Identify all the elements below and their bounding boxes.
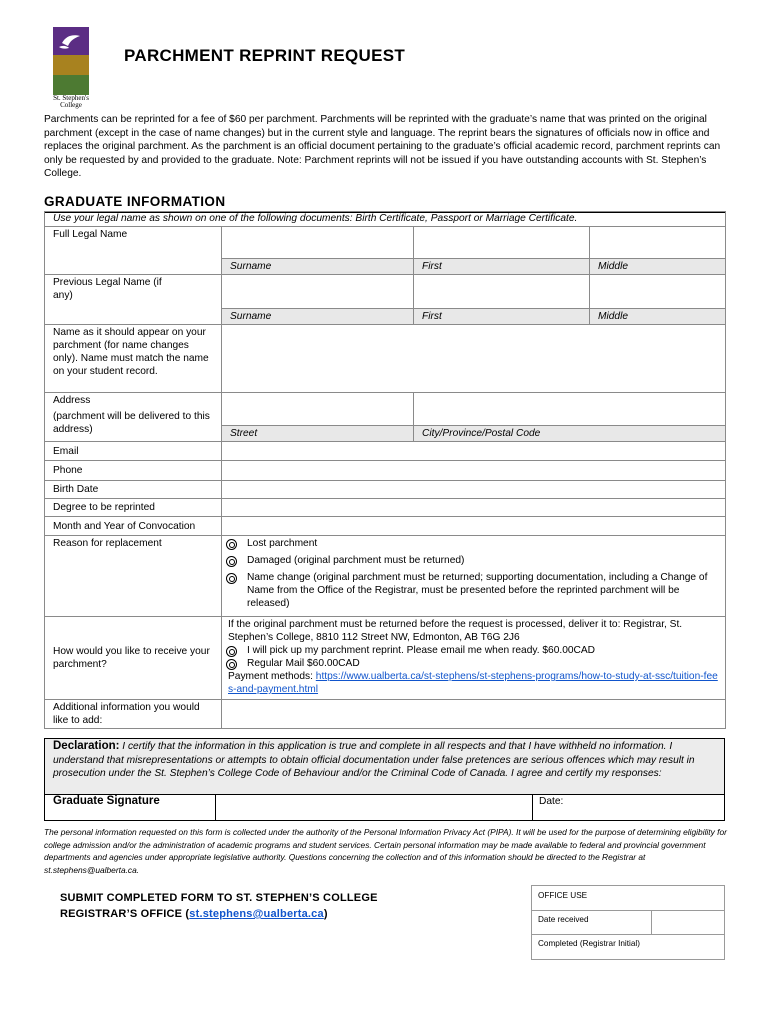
date-field[interactable] bbox=[570, 794, 724, 820]
previous-middle-caption: Middle bbox=[590, 309, 726, 325]
logo-wordmark: St. Stephen's College bbox=[53, 94, 89, 109]
previous-surname-field[interactable] bbox=[222, 275, 414, 309]
delivery-options bbox=[222, 617, 726, 700]
form-instructions: Use your legal name as shown on one of the following documents: Birth Certificate, Passport or Marriage Certificate. bbox=[45, 212, 726, 227]
date-label: Date: bbox=[539, 796, 564, 807]
address-label bbox=[45, 393, 222, 442]
middle-caption: Middle bbox=[590, 259, 726, 275]
office-use-heading: OFFICE USE bbox=[538, 891, 588, 900]
payment-methods: Payment methods: https://www.ualberta.ca/st-stephens/st-stephens-programs/how-to-study-at-ssc/tuition-fees-and-payment.html bbox=[228, 671, 718, 695]
radio-icon[interactable] bbox=[226, 539, 237, 550]
delivery-label: How would you like to receive your parchment? bbox=[45, 617, 222, 700]
phone-label: Phone bbox=[45, 461, 222, 481]
reason-options bbox=[222, 536, 726, 617]
reason-option-lost[interactable]: Lost parchment bbox=[225, 537, 721, 550]
address-note: (parchment will be delivered to this address) bbox=[53, 411, 210, 435]
previous-first-name-field[interactable] bbox=[414, 275, 590, 309]
reason-option-name-change[interactable]: Name change (original parchment must be returned; supporting documentation, including a Change of Name from the Office of the Registrar, must be presented before the reprinted parchment will be released) bbox=[225, 571, 721, 610]
additional-info-field[interactable] bbox=[222, 700, 726, 729]
section-title: GRADUATE INFORMATION bbox=[44, 194, 226, 209]
previous-surname-caption: Surname bbox=[222, 309, 414, 325]
signature-field[interactable] bbox=[215, 794, 530, 820]
intro-paragraph: Parchments can be reprinted for a fee of $60 per parchment. Parchments will be reprinted with the graduate’s name that was printed on the original parchment (except in the case of name changes) but in the current style and language. The reprint bears the signatures of officials now in office and replaces the original parchment. As the parchment is an official document pertaining to the graduate’s official academic record, parchment reprints can only be requested by and provided to the graduate. Note: Parchment reprints will not be issued if you have outstanding accounts with St. Stephen’s College. bbox=[44, 114, 721, 179]
radio-icon[interactable] bbox=[226, 556, 237, 567]
surname-field[interactable] bbox=[222, 227, 414, 259]
reason-label: Reason for replacement bbox=[45, 536, 222, 617]
delivery-option-mail[interactable]: Regular Mail $60.00CAD bbox=[225, 657, 721, 670]
first-caption: First bbox=[414, 259, 590, 275]
radio-icon[interactable] bbox=[226, 573, 237, 584]
payment-link[interactable]: https://www.ualberta.ca/st-stephens/st-stephens-programs/how-to-study-at-ssc/tuition-fees-and-payment.html bbox=[228, 671, 718, 695]
middle-name-field[interactable] bbox=[590, 227, 726, 259]
convocation-field[interactable] bbox=[222, 517, 726, 536]
office-use-box bbox=[531, 885, 725, 960]
page-title: PARCHMENT REPRINT REQUEST bbox=[124, 46, 406, 65]
submit-instructions bbox=[60, 890, 378, 922]
name-on-parchment-label: Name as it should appear on your parchment (for name changes only). Name must match the name on your student record. bbox=[45, 325, 222, 393]
first-name-field[interactable] bbox=[414, 227, 590, 259]
previous-legal-name-label: Previous Legal Name (if any) bbox=[45, 275, 222, 325]
radio-icon[interactable] bbox=[226, 659, 237, 670]
delivery-option-pickup[interactable]: I will pick up my parchment reprint. Please email me when ready. $60.00CAD bbox=[225, 644, 721, 657]
signature-label: Graduate Signature bbox=[53, 795, 160, 807]
phone-field[interactable] bbox=[222, 461, 726, 481]
submit-line-2: REGISTRAR’S OFFICE (st.stephens@ualberta.ca) bbox=[60, 908, 328, 920]
submit-line-1: SUBMIT COMPLETED FORM TO ST. STEPHEN’S COLLEGE bbox=[60, 892, 378, 904]
date-received-label: Date received bbox=[538, 915, 589, 924]
surname-caption: Surname bbox=[222, 259, 414, 275]
convocation-label: Month and Year of Convocation bbox=[45, 517, 222, 536]
radio-icon[interactable] bbox=[226, 646, 237, 657]
city-caption: City/Province/Postal Code bbox=[414, 426, 726, 442]
completed-label: Completed (Registrar Initial) bbox=[538, 939, 640, 948]
registrar-email-link[interactable]: st.stephens@ualberta.ca bbox=[189, 908, 324, 920]
city-field[interactable] bbox=[414, 393, 726, 426]
previous-first-caption: First bbox=[414, 309, 590, 325]
birth-date-field[interactable] bbox=[222, 481, 726, 499]
privacy-notice: The personal information requested on this form is collected under the authority of the Personal Information Privacy Act (PIPA). It will be used for the purpose of determining eligibility for college admission and/or the administration of academic programs and student services. Certain personal information may be made available to federal and provincial government departments and agencies under appropriate legislative authority. Questions concerning the collection and of this information should be directed to the Registrar at st.stephens@ualberta.ca. bbox=[44, 827, 727, 875]
additional-info-label: Additional information you would like to add: bbox=[45, 700, 222, 729]
birth-date-label: Birth Date bbox=[45, 481, 222, 499]
declaration-text: Declaration: I certify that the information in this application is true and complete in all respects and that I have withheld no information. I understand that misrepresentations or attempts to obtain official documentation under false pretences are serious offences which may result in prosecution under the St. Stephen’s College Code of Behaviour and/or the Criminal Code of Canada. I agree and certify my responses: bbox=[53, 740, 695, 779]
street-caption: Street bbox=[222, 426, 414, 442]
full-legal-name-label: Full Legal Name bbox=[45, 227, 222, 275]
address-title: Address bbox=[53, 395, 91, 406]
degree-field[interactable] bbox=[222, 499, 726, 517]
email-field[interactable] bbox=[222, 442, 726, 461]
reason-option-damaged[interactable]: Damaged (original parchment must be returned) bbox=[225, 554, 721, 567]
street-field[interactable] bbox=[222, 393, 414, 426]
email-label: Email bbox=[45, 442, 222, 461]
graduate-information-table bbox=[44, 211, 726, 729]
declaration-heading: Declaration: bbox=[53, 740, 120, 752]
degree-label: Degree to be reprinted bbox=[45, 499, 222, 517]
college-logo bbox=[53, 27, 89, 95]
name-on-parchment-field[interactable] bbox=[222, 325, 726, 393]
previous-middle-name-field[interactable] bbox=[590, 275, 726, 309]
delivery-note: If the original parchment must be returned before the request is processed, deliver it to: Registrar, St. Stephen’s College, 8810 112 Street NW, Edmonton, AB T6G 2J6 bbox=[228, 619, 683, 643]
